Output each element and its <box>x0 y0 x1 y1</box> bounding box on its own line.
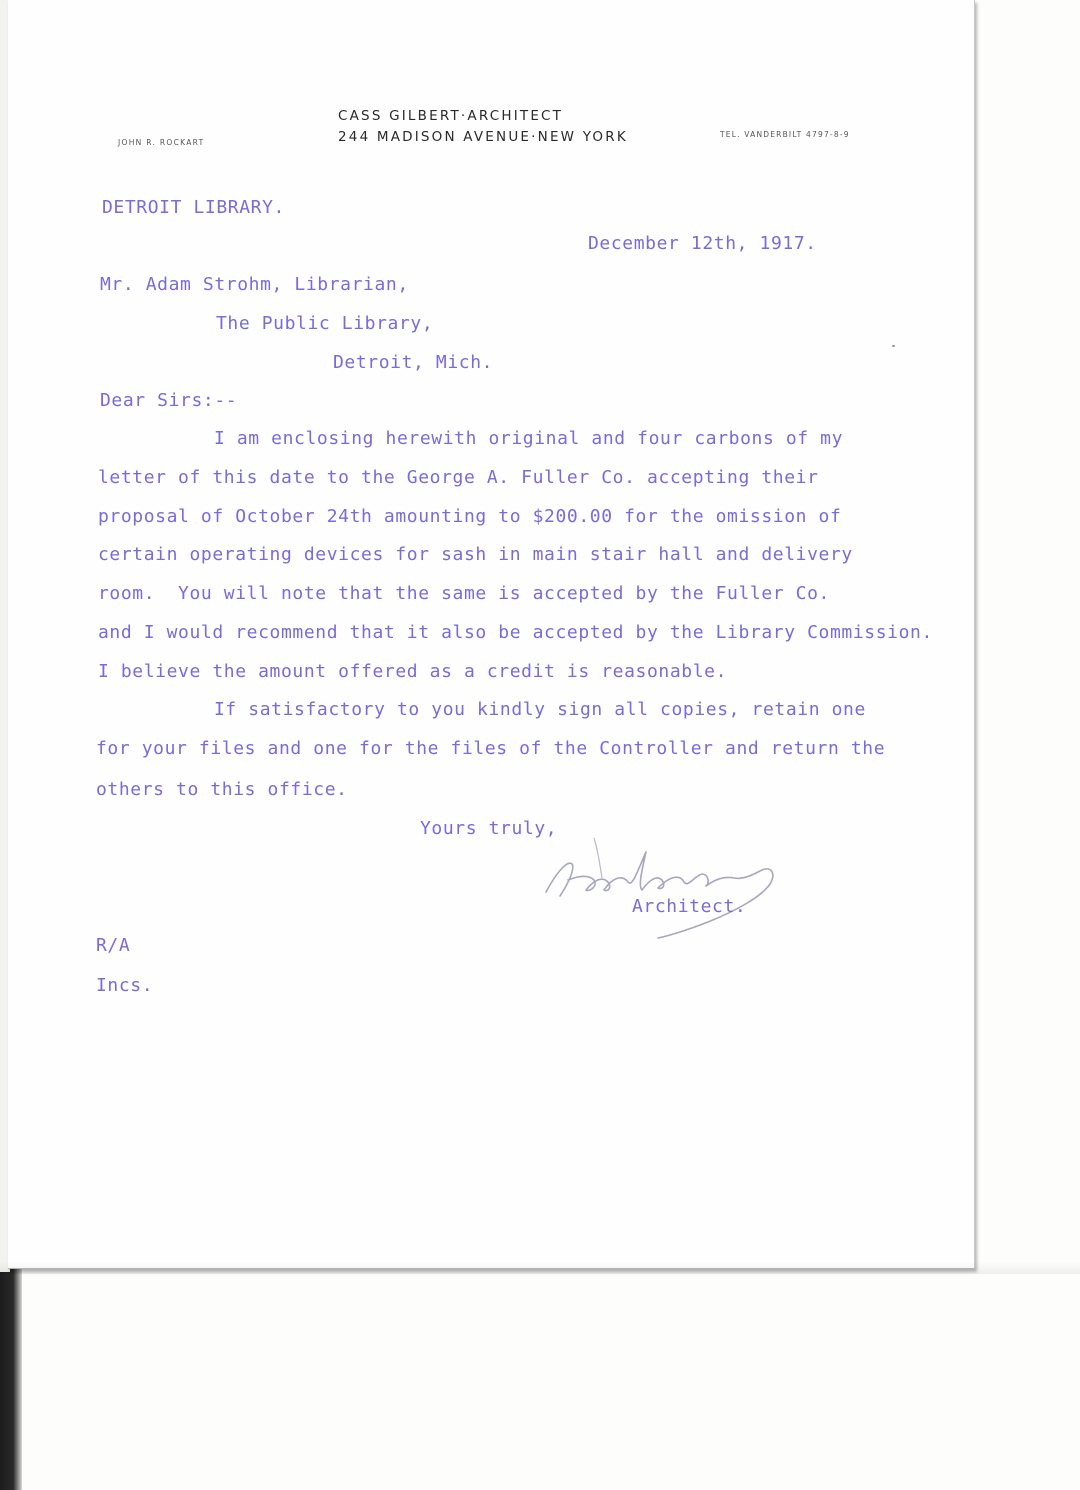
body-line: I am enclosing herewith original and four carbons of my <box>214 428 844 449</box>
body-line: letter of this date to the George A. Fuller Co. accepting their <box>98 467 819 488</box>
letterhead-address: 244 MADISON AVENUE·NEW YORK <box>338 129 628 145</box>
enclosures-note: Incs. <box>96 975 154 996</box>
closing: Yours truly, <box>420 818 558 839</box>
reference-initials: R/A <box>96 935 131 956</box>
letterhead-firm: CASS GILBERT·ARCHITECT <box>338 108 564 124</box>
recipient-organization: The Public Library, <box>216 313 434 334</box>
letterhead-associate: JOHN R. ROCKART <box>118 138 205 147</box>
letter-sheet <box>8 0 975 1269</box>
body-line: and I would recommend that it also be accepted by the Library Commission. <box>98 622 933 643</box>
letter-date: December 12th, 1917. <box>588 233 817 254</box>
salutation: Dear Sirs:-- <box>100 390 238 411</box>
recipient-city: Detroit, Mich. <box>333 352 494 373</box>
body-line: I believe the amount offered as a credit is reasonable. <box>98 661 728 682</box>
letterhead-telephone: TEL. VANDERBILT 4797-8-9 <box>720 130 850 139</box>
body-line: for your files and one for the files of the Controller and return the <box>96 738 886 759</box>
body-line: proposal of October 24th amounting to $200.00 for the omission of <box>98 506 842 527</box>
signature-title: Architect. <box>632 896 747 917</box>
body-line: room. You will note that the same is accepted by the Fuller Co. <box>98 583 830 604</box>
letter-subject: DETROIT LIBRARY. <box>102 197 285 218</box>
body-line: If satisfactory to you kindly sign all copies, retain one <box>214 699 866 720</box>
body-line: others to this office. <box>96 779 348 800</box>
paper-speck <box>892 345 895 347</box>
handwritten-signature <box>538 830 798 940</box>
body-line: certain operating devices for sash in main stair hall and delivery <box>98 544 853 565</box>
sheet-shadow <box>0 1262 1080 1274</box>
recipient-name: Mr. Adam Strohm, Librarian, <box>100 274 409 295</box>
